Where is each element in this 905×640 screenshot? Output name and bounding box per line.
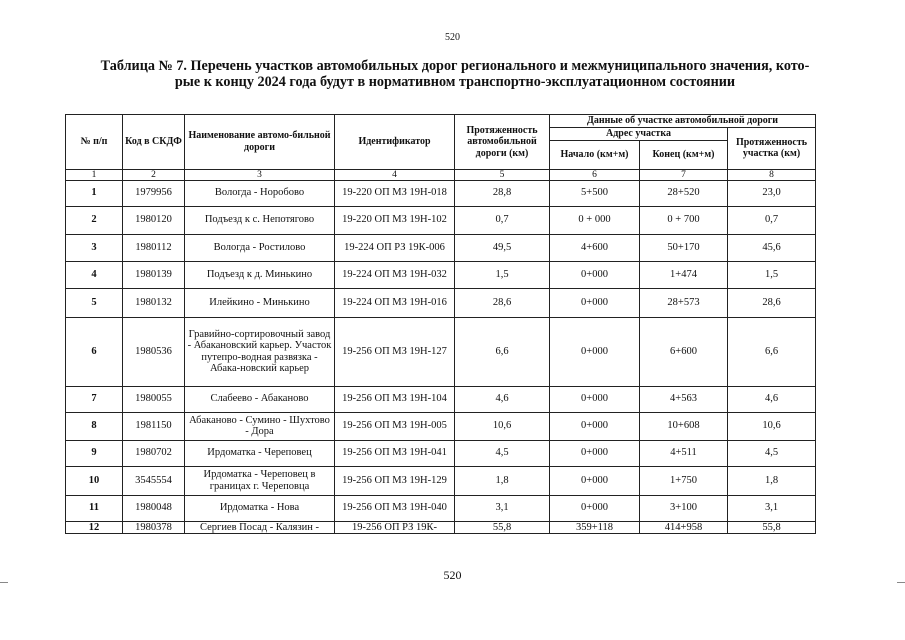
- row-identifier: 19-256 ОП МЗ 19Н-127: [335, 317, 455, 386]
- row-code: 1979956: [123, 180, 185, 206]
- row-code: 1980139: [123, 261, 185, 288]
- row-number: 8: [66, 412, 123, 440]
- column-number-row: [66, 169, 816, 180]
- header-road-name: Наименование автомо-бильной дороги: [185, 115, 335, 170]
- row-start: 0+000: [550, 317, 640, 386]
- row-identifier: 19-256 ОП МЗ 19Н-129: [335, 466, 455, 495]
- header-section-length: Протяженность участка (км): [728, 128, 816, 170]
- roads-table: [65, 114, 816, 534]
- row-end: 4+511: [640, 440, 728, 466]
- row-identifier: 19-256 ОП РЗ 19К-: [335, 521, 455, 534]
- row-end: 50+170: [640, 234, 728, 261]
- row-road-name: Вологда - Ростилово: [185, 234, 335, 261]
- row-start: 0+000: [550, 261, 640, 288]
- row-end: 28+520: [640, 180, 728, 206]
- row-code: 1980055: [123, 386, 185, 412]
- header-identifier: Идентификатор: [335, 115, 455, 170]
- row-identifier: 19-256 ОП МЗ 19Н-040: [335, 495, 455, 521]
- page-number-bottom: 520: [443, 568, 462, 582]
- row-road-length: 4,5: [455, 440, 550, 466]
- row-identifier: 19-224 ОП МЗ 19Н-016: [335, 288, 455, 317]
- row-start: 0+000: [550, 440, 640, 466]
- row-section-length: 45,6: [728, 234, 816, 261]
- table-row: [66, 495, 816, 521]
- row-section-length: 55,8: [728, 521, 816, 534]
- table-row: [66, 288, 816, 317]
- row-end: 28+573: [640, 288, 728, 317]
- row-identifier: 19-256 ОП МЗ 19Н-005: [335, 412, 455, 440]
- row-end: 1+750: [640, 466, 728, 495]
- row-start: 359+118: [550, 521, 640, 534]
- row-identifier: 19-220 ОП МЗ 19Н-102: [335, 206, 455, 234]
- row-section-length: 0,7: [728, 206, 816, 234]
- row-identifier: 19-224 ОП РЗ 19К-006: [335, 234, 455, 261]
- row-road-length: 3,1: [455, 495, 550, 521]
- row-road-name: Сергиев Посад - Калязин -: [185, 521, 335, 534]
- row-road-length: 1,8: [455, 466, 550, 495]
- row-number: 4: [66, 261, 123, 288]
- row-section-length: 28,6: [728, 288, 816, 317]
- row-road-name: Подъезд к с. Непотягово: [185, 206, 335, 234]
- row-number: 1: [66, 180, 123, 206]
- row-start: 0+000: [550, 386, 640, 412]
- row-number: 12: [66, 521, 123, 534]
- row-start: 5+500: [550, 180, 640, 206]
- row-start: 0 + 000: [550, 206, 640, 234]
- row-code: 1980378: [123, 521, 185, 534]
- page-number-top: 520: [445, 32, 460, 43]
- row-section-length: 6,6: [728, 317, 816, 386]
- row-code: 1980536: [123, 317, 185, 386]
- row-end: 1+474: [640, 261, 728, 288]
- row-start: 0+000: [550, 412, 640, 440]
- row-number: 10: [66, 466, 123, 495]
- header-road-length: Протяженность автомобильной дороги (км): [455, 115, 550, 170]
- row-road-name: Вологда - Норобово: [185, 180, 335, 206]
- row-road-length: 4,6: [455, 386, 550, 412]
- header-end: Конец (км+м): [640, 140, 728, 169]
- row-road-name: Илейкино - Минькино: [185, 288, 335, 317]
- header-num: № п/п: [66, 115, 123, 170]
- row-road-name: Ирдоматка - Череповец: [185, 440, 335, 466]
- row-end: 414+958: [640, 521, 728, 534]
- row-code: 1980702: [123, 440, 185, 466]
- row-road-length: 49,5: [455, 234, 550, 261]
- table-row: [66, 440, 816, 466]
- column-number: 3: [185, 169, 335, 180]
- row-section-length: 4,5: [728, 440, 816, 466]
- row-end: 6+600: [640, 317, 728, 386]
- table-row: [66, 386, 816, 412]
- row-code: 1980048: [123, 495, 185, 521]
- row-number: 6: [66, 317, 123, 386]
- column-number: 4: [335, 169, 455, 180]
- row-number: 5: [66, 288, 123, 317]
- table-header: [66, 115, 816, 181]
- table-row: [66, 234, 816, 261]
- table-row: [66, 412, 816, 440]
- row-code: 3545554: [123, 466, 185, 495]
- row-code: 1980112: [123, 234, 185, 261]
- right-edge-mark: [897, 582, 905, 583]
- column-number: 8: [728, 169, 816, 180]
- row-number: 7: [66, 386, 123, 412]
- row-identifier: 19-256 ОП МЗ 19Н-104: [335, 386, 455, 412]
- row-road-length: 1,5: [455, 261, 550, 288]
- header-code: Код в СКДФ: [123, 115, 185, 170]
- header-address: Адрес участка: [550, 128, 728, 141]
- row-road-length: 55,8: [455, 521, 550, 534]
- row-end: 4+563: [640, 386, 728, 412]
- row-road-length: 6,6: [455, 317, 550, 386]
- row-road-name: Ирдоматка - Череповец в границах г. Череповца: [185, 466, 335, 495]
- column-number: 7: [640, 169, 728, 180]
- row-code: 1981150: [123, 412, 185, 440]
- row-road-length: 28,8: [455, 180, 550, 206]
- table-row: [66, 206, 816, 234]
- column-number: 6: [550, 169, 640, 180]
- column-number: 2: [123, 169, 185, 180]
- row-number: 3: [66, 234, 123, 261]
- row-section-length: 3,1: [728, 495, 816, 521]
- table-body: [66, 180, 816, 534]
- row-number: 2: [66, 206, 123, 234]
- table-row: [66, 180, 816, 206]
- row-section-length: 1,8: [728, 466, 816, 495]
- column-number: 5: [455, 169, 550, 180]
- row-section-length: 10,6: [728, 412, 816, 440]
- header-start: Начало (км+м): [550, 140, 640, 169]
- row-road-name: Абаканово - Сумино - Шухтово - Дора: [185, 412, 335, 440]
- row-code: 1980120: [123, 206, 185, 234]
- table-row: [66, 521, 816, 534]
- table-row: [66, 261, 816, 288]
- row-start: 0+000: [550, 288, 640, 317]
- row-start: 4+600: [550, 234, 640, 261]
- table-row: [66, 466, 816, 495]
- column-number: 1: [66, 169, 123, 180]
- row-code: 1980132: [123, 288, 185, 317]
- row-road-length: 0,7: [455, 206, 550, 234]
- row-end: 10+608: [640, 412, 728, 440]
- table-row: [66, 317, 816, 386]
- row-identifier: 19-224 ОП МЗ 19Н-032: [335, 261, 455, 288]
- row-road-name: Гравийно-сортировочный завод - Абакановский карьер. Участок путепро-водная развязка - Абака-новский карьер: [185, 317, 335, 386]
- table-title-line-2: рые к концу 2024 года будут в нормативном транспортно-эксплуатационном состоянии: [174, 74, 736, 90]
- row-start: 0+000: [550, 495, 640, 521]
- row-road-length: 28,6: [455, 288, 550, 317]
- row-end: 0 + 700: [640, 206, 728, 234]
- row-number: 9: [66, 440, 123, 466]
- row-identifier: 19-220 ОП МЗ 19Н-018: [335, 180, 455, 206]
- row-road-length: 10,6: [455, 412, 550, 440]
- table-title: [95, 58, 815, 90]
- row-section-length: 23,0: [728, 180, 816, 206]
- row-start: 0+000: [550, 466, 640, 495]
- row-road-name: Слабеево - Абаканово: [185, 386, 335, 412]
- row-identifier: 19-256 ОП МЗ 19Н-041: [335, 440, 455, 466]
- row-road-name: Ирдоматка - Нова: [185, 495, 335, 521]
- row-section-length: 4,6: [728, 386, 816, 412]
- row-number: 11: [66, 495, 123, 521]
- left-edge-mark: [0, 582, 8, 583]
- row-section-length: 1,5: [728, 261, 816, 288]
- header-section-data: Данные об участке автомобильной дороги: [550, 115, 816, 128]
- row-road-name: Подъезд к д. Минькино: [185, 261, 335, 288]
- row-end: 3+100: [640, 495, 728, 521]
- table-title-line-1: Таблица № 7. Перечень участков автомобильных дорог регионального и межмуниципального значения, кото-: [100, 58, 810, 74]
